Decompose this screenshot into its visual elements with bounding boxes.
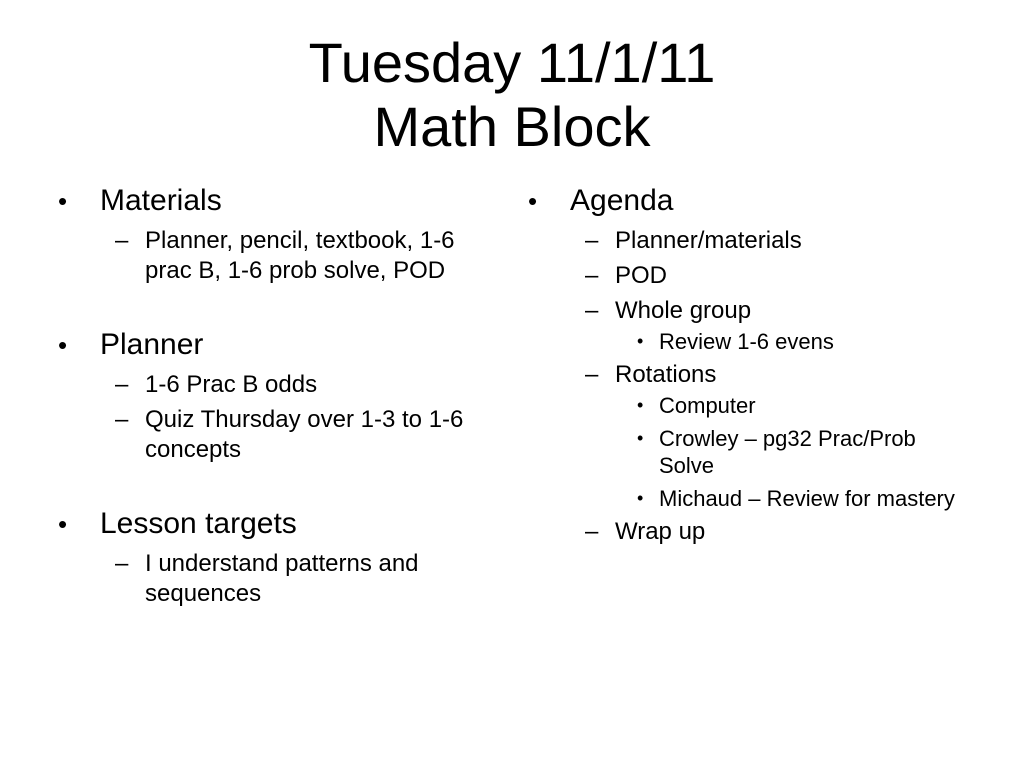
sub-item <box>100 549 490 609</box>
agenda-subitem <box>615 392 968 419</box>
title-line-date: Tuesday 11/1/11 <box>308 31 716 94</box>
bullet-agenda <box>528 180 968 547</box>
agenda-subitem <box>615 485 968 512</box>
bullet-heading: Lesson targets <box>100 507 297 540</box>
agenda-subitem <box>615 328 968 355</box>
agenda-item-text: Rotations <box>615 361 717 388</box>
agenda-item <box>570 261 968 291</box>
bullet-glyph: • <box>58 509 68 539</box>
sub-item-text: 1-6 Prac B odds <box>145 371 318 398</box>
bullet-glyph: • <box>637 331 644 351</box>
dash-glyph: – <box>115 406 129 433</box>
agenda-item-text: Whole group <box>615 297 752 324</box>
sub-item-text: I understand patterns and sequences <box>145 550 419 607</box>
agenda-item <box>570 517 968 547</box>
bullet-planner <box>58 324 490 465</box>
title-line-subject: Math Block <box>373 95 651 158</box>
agenda-item-text: POD <box>615 262 668 289</box>
bullet-glyph: • <box>58 330 68 360</box>
sub-item-text: Planner, pencil, textbook, 1-6 prac B, 1-6 prob solve, POD <box>145 227 455 284</box>
agenda-item <box>570 226 968 256</box>
bullet-glyph: • <box>637 488 644 508</box>
agenda-item-text: Wrap up <box>615 518 706 545</box>
bullet-glyph: • <box>58 186 68 216</box>
bullet-lesson-targets <box>58 503 490 609</box>
bullet-materials <box>58 180 490 286</box>
sub-item <box>100 405 490 465</box>
dash-glyph: – <box>585 361 599 388</box>
agenda-subitem-text: Computer <box>659 393 756 418</box>
agenda-subitem-text: Crowley – pg32 Prac/Prob Solve <box>659 426 916 478</box>
sub-item <box>100 226 490 286</box>
agenda-subitem-text: Review 1-6 evens <box>659 329 834 354</box>
dash-glyph: – <box>115 550 129 577</box>
bullet-heading: Planner <box>100 328 204 361</box>
dash-glyph: – <box>115 371 129 398</box>
dash-glyph: – <box>585 262 599 289</box>
bullet-glyph: • <box>637 395 644 415</box>
right-column <box>528 180 968 547</box>
dash-glyph: – <box>585 297 599 324</box>
agenda-subitem <box>615 425 968 479</box>
agenda-subitem-text: Michaud – Review for mastery <box>659 486 955 511</box>
sub-item-text: Quiz Thursday over 1-3 to 1-6 concepts <box>145 406 464 463</box>
slide-title <box>0 31 1024 159</box>
bullet-heading: Agenda <box>570 184 674 217</box>
bullet-heading: Materials <box>100 184 222 217</box>
dash-glyph: – <box>585 227 599 254</box>
left-column <box>58 180 490 609</box>
bullet-glyph: • <box>528 186 538 216</box>
dash-glyph: – <box>585 518 599 545</box>
sub-item <box>100 370 490 400</box>
dash-glyph: – <box>115 227 129 254</box>
agenda-item-text: Planner/materials <box>615 227 802 254</box>
bullet-glyph: • <box>637 428 644 448</box>
agenda-item <box>570 360 968 512</box>
agenda-item <box>570 296 968 355</box>
